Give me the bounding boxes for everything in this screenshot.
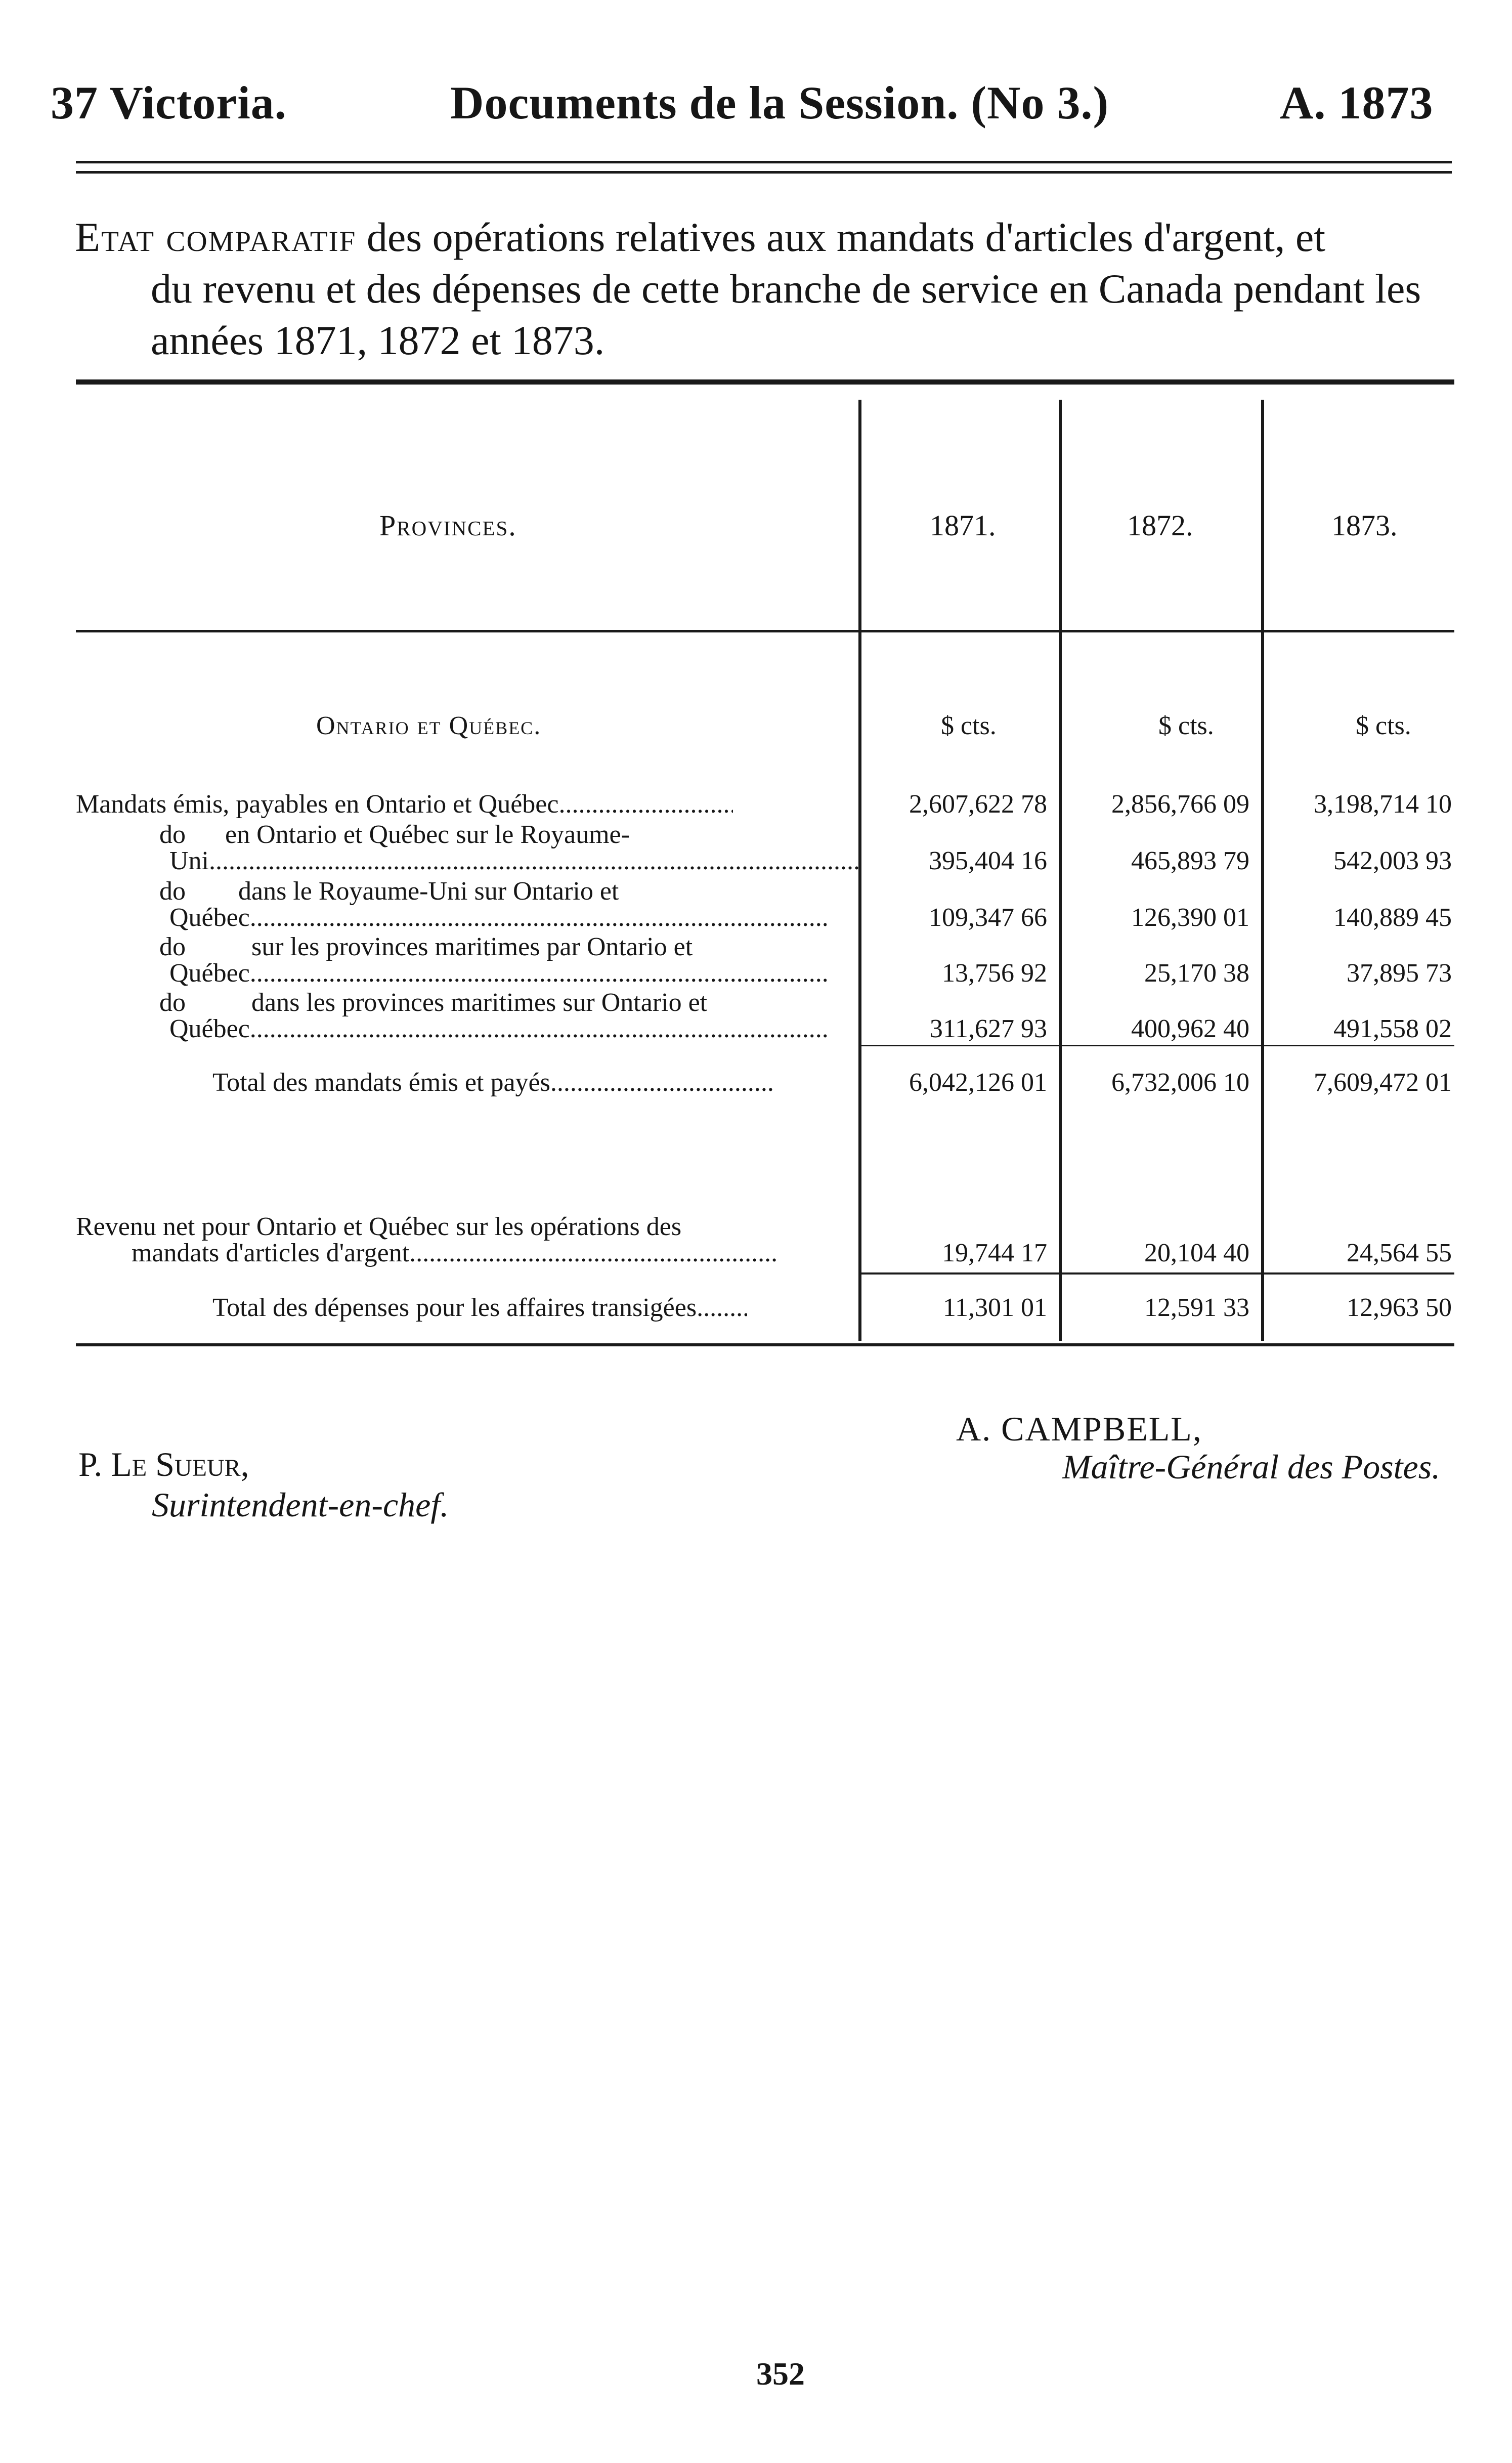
revenue-row-label-continued: mandats d'articles d'argent..... — [132, 1238, 779, 1268]
page-number: 352 — [756, 2356, 805, 2392]
table-cell-value: 395,404 16 — [929, 846, 1047, 875]
title-line2: du revenu et des dépenses de cette branche de service en Canada pendant les — [151, 266, 1421, 312]
table-row-label: Mandats émis, payables en Ontario et Québec..... — [76, 789, 733, 819]
table-row-label: do dans le Royaume-Uni sur Ontario et — [159, 877, 619, 906]
revenue-value-1871: 19,744 17 — [942, 1239, 1047, 1267]
table-cell-value: 109,347 66 — [929, 903, 1047, 932]
table-bottom-rule — [76, 1343, 1454, 1346]
expense-value-1872: 12,591 33 — [1144, 1293, 1249, 1322]
expense-value-1871: 11,301 01 — [942, 1293, 1047, 1322]
unit-1873: $ cts. — [1356, 711, 1411, 740]
table-cell-value: 311,627 93 — [929, 1014, 1047, 1043]
table-row-label: do sur les provinces maritimes par Ontario et — [159, 932, 693, 961]
table-row-label-continued: Québec..... — [169, 903, 827, 932]
signature-right-name: A. CAMPBELL, — [956, 1410, 1202, 1448]
table-cell-value: 542,003 93 — [1333, 846, 1452, 875]
table-cell-value: 140,889 45 — [1333, 903, 1452, 932]
total-value-1871: 6,042,126 01 — [909, 1068, 1047, 1097]
table-row-label-continued: Québec..... — [169, 1014, 827, 1044]
table-cell-value: 400,962 40 — [1131, 1014, 1249, 1043]
total-value-1872: 6,732,006 10 — [1111, 1068, 1249, 1097]
table-cell-value: 126,390 01 — [1131, 903, 1249, 932]
document-title — [75, 211, 1461, 366]
table-row-label-continued: Québec..... — [169, 958, 827, 988]
section-heading: Ontario et Québec. — [316, 711, 542, 740]
expense-value-1873: 12,963 50 — [1347, 1293, 1452, 1322]
header-year: A. 1873 — [1280, 77, 1434, 129]
table-cell-value: 13,756 92 — [942, 959, 1047, 988]
table-cell-value: 3,198,714 10 — [1314, 790, 1452, 819]
revenue-sum-rule — [860, 1272, 1454, 1275]
revenue-row-label: Revenu net pour Ontario et Québec sur les opérations des — [76, 1212, 682, 1241]
revenue-value-1872: 20,104 40 — [1144, 1239, 1249, 1267]
header-rule-bottom — [76, 171, 1452, 174]
header-rule-top — [76, 161, 1452, 163]
title-lead: Etat comparatif — [75, 214, 357, 260]
column-header-1872: 1872. — [1127, 509, 1193, 542]
table-header-rule — [76, 630, 1454, 632]
table-row-label-continued: Uni..... — [169, 846, 861, 876]
signature-right-title: Maître-Général des Postes. — [1062, 1448, 1441, 1486]
total-row-label: Total des mandats émis et payés..... — [212, 1068, 775, 1097]
title-line1: des opérations relatives aux mandats d'articles d'argent, et — [356, 214, 1326, 260]
table-cell-value: 37,895 73 — [1347, 959, 1452, 988]
column-header-provinces: Provinces. — [379, 509, 517, 542]
signature-left-name: P. Le Sueur, — [78, 1445, 249, 1483]
table-cell-value: 465,893 79 — [1131, 846, 1249, 875]
total-value-1873: 7,609,472 01 — [1314, 1068, 1452, 1097]
table-cell-value: 25,170 38 — [1144, 959, 1249, 988]
expense-row-label: Total des dépenses pour les affaires transigées..... — [212, 1293, 747, 1323]
column-header-1873: 1873. — [1331, 509, 1398, 542]
table-top-rule — [76, 379, 1454, 385]
table-row-label: do dans les provinces maritimes sur Ontario et — [159, 988, 708, 1017]
table-cell-value: 2,856,766 09 — [1111, 790, 1249, 819]
column-separator-2 — [1059, 400, 1062, 1341]
unit-1871: $ cts. — [941, 711, 997, 740]
title-line3: années 1871, 1872 et 1873. — [151, 317, 605, 363]
column-separator-3 — [1261, 400, 1264, 1341]
unit-1872: $ cts. — [1158, 711, 1214, 740]
revenue-value-1873: 24,564 55 — [1347, 1239, 1452, 1267]
header-volume: 37 Victoria. — [51, 77, 287, 129]
table-cell-value: 491,558 02 — [1333, 1014, 1452, 1043]
table-cell-value: 2,607,622 78 — [909, 790, 1047, 819]
total-sum-rule — [860, 1045, 1454, 1046]
signature-left-title: Surintendent-en-chef. — [152, 1485, 449, 1524]
table-row-label: do en Ontario et Québec sur le Royaume- — [159, 820, 630, 849]
column-header-1871: 1871. — [930, 509, 996, 542]
header-document-title: Documents de la Session. (No 3.) — [450, 77, 1109, 129]
